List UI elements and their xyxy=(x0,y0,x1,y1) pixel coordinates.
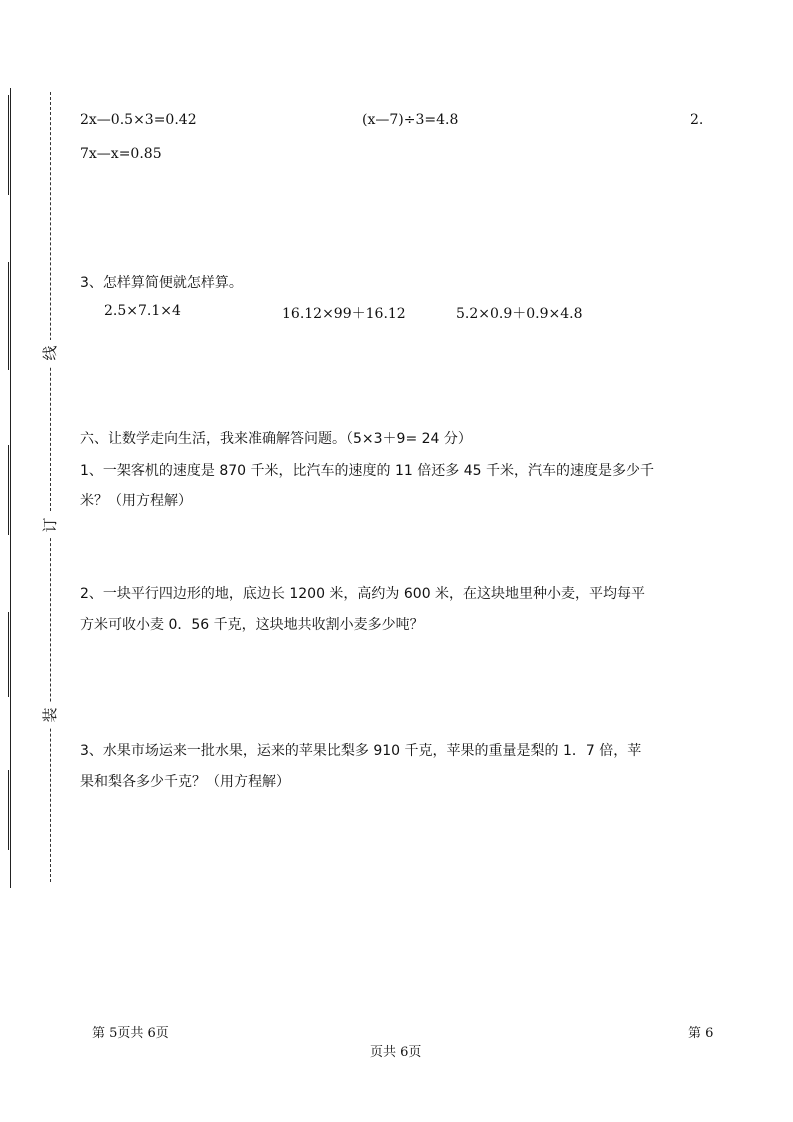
binding-dashed-line xyxy=(50,92,51,882)
bind-mark-xian: 线 xyxy=(37,340,63,366)
field-line-exam-no xyxy=(8,95,9,195)
calc-item-3: 5.2×0.9＋0.9×4.8 xyxy=(456,306,583,322)
bind-mark-zhuang: 装 xyxy=(37,702,63,728)
question-3-line-2: 果和梨各多少千克？（用方程解） xyxy=(80,774,290,790)
field-line-street xyxy=(8,770,9,850)
equation-3-number: 2. xyxy=(690,112,704,128)
footer-page-right: 第 6 xyxy=(688,1026,714,1041)
field-line-class xyxy=(8,445,9,535)
footer-page-center: 页共 6页 xyxy=(370,1045,422,1060)
question-2-line-2: 方米可收小麦 0．56 千克，这块地共收割小麦多少吨？ xyxy=(80,617,424,633)
binding-solid-line xyxy=(10,88,11,888)
field-line-school xyxy=(8,612,9,697)
field-line-name xyxy=(8,262,9,370)
question-1-line-1: 1、一架客机的速度是 870 千米，比汽车的速度的 11 倍还多 45 千米，汽车的速度是多少千 xyxy=(80,463,654,479)
equation-1: 2x—0.5×3=0.42 xyxy=(80,112,197,128)
footer-page-left: 第 5页共 6页 xyxy=(92,1026,169,1041)
question-2-line-1: 2、一块平行四边形的地，底边长 1200 米，高约为 600 米，在这块地里种小麦，平均每平 xyxy=(80,586,646,602)
section-3-title: 3、怎样算简便就怎样算。 xyxy=(80,275,243,291)
equation-3: 7x—x=0.85 xyxy=(80,146,162,162)
equation-2: (x—7)÷3=4.8 xyxy=(362,112,459,128)
calc-item-2: 16.12×99＋16.12 xyxy=(282,306,406,322)
section-6-heading: 六、让数学走向生活，我来准确解答问题。（5×3＋9= 24 分） xyxy=(80,431,472,447)
question-3-line-1: 3、水果市场运来一批水果，运来的苹果比梨多 910 千克，苹果的重量是梨的 1．7 倍，苹 xyxy=(80,743,642,759)
calc-item-1: 2.5×7.1×4 xyxy=(104,303,181,319)
bind-mark-ding: 订 xyxy=(37,512,63,538)
question-1-line-2: 米？（用方程解） xyxy=(80,493,192,509)
